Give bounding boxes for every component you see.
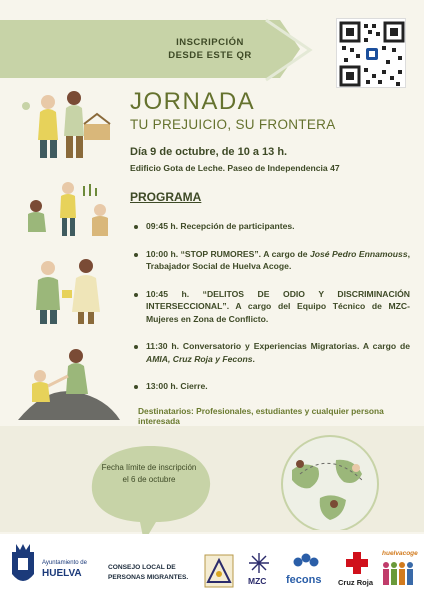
bullet-icon: [134, 293, 138, 297]
item-speaker: José Pedro Ennamouss: [309, 248, 408, 259]
footer-logos: [0, 534, 424, 600]
people-talking-illustration: [18, 250, 118, 326]
fecons-label: fecons: [286, 574, 322, 586]
item-text: 11:30 h. Conversatorio y Experiencias Migratorias. A cargo de: [146, 341, 410, 351]
qr-instruction: [150, 36, 270, 62]
bullet-icon: [134, 225, 138, 229]
item-text: 09:45 h. Recepción de participantes.: [146, 221, 295, 231]
item-speaker: AMIA, Cruz Roja y Fecons: [146, 353, 253, 364]
programa-item: [134, 380, 410, 393]
huelva-coat-of-arms-icon: [8, 542, 38, 588]
bullet-icon: [134, 253, 138, 257]
programa-heading: PROGRAMA: [130, 190, 202, 204]
consejo-line-1: CONSEJO LOCAL DE: [108, 564, 176, 571]
red-cross-icon: [342, 550, 372, 576]
item-text: 10:45 h. “DELITOS DE ODIO Y DISCRIMINACIÓN INTERSECCIONAL”. A cargo del Equipo Técnico de MZC-Mujeres en Zona de Conflicto.: [146, 288, 410, 324]
huelva-acoge-label: huelvacoge: [382, 550, 418, 557]
programa-item: [134, 288, 410, 326]
consejo-line-2: PERSONAS MIGRANTES.: [108, 574, 189, 581]
cruz-roja-label: Cruz Roja: [338, 578, 374, 587]
header-area: [0, 0, 424, 94]
mzc-label: MZC: [248, 576, 267, 586]
fecons-dots-icon: [292, 552, 320, 572]
people-sorting-illustration: [18, 176, 113, 244]
bullet-icon: [134, 385, 138, 389]
huelva-acoge-people-icon: [382, 560, 414, 588]
speech-bubble-icon: [86, 442, 216, 546]
programa-list: [134, 220, 410, 408]
qr-line-1: INSCRIPCIÓN: [176, 37, 244, 48]
people-helping-illustration: [16, 336, 120, 420]
programa-item: [134, 340, 410, 365]
item-text: 13:00 h. Cierre.: [146, 381, 208, 391]
ayto-label: Ayuntamiento de: [42, 560, 87, 566]
destinatarios: Destinatarios: Profesionales, estudiantes y cualquier persona interesada: [138, 406, 384, 426]
bullet-icon: [134, 345, 138, 349]
event-title: JORNADA: [130, 88, 256, 115]
people-working-illustration: [14, 84, 114, 164]
programa-item: [134, 248, 410, 273]
mzc-star-icon: [246, 552, 272, 574]
event-date: Día 9 de octubre, de 10 a 13 h.: [130, 146, 288, 158]
deadline-text: Fecha límite de inscripción el 6 de octubre: [101, 463, 197, 484]
item-text-end: .: [252, 353, 255, 364]
item-text: 10:00 h. “STOP RUMORES”. A cargo de: [146, 248, 310, 259]
event-place: Edificio Gota de Leche. Paseo de Independencia 47: [130, 163, 340, 173]
qr-code-icon: [337, 19, 407, 89]
programa-item: [134, 220, 410, 233]
ayto-city: HUELVA: [42, 568, 82, 579]
item-text-end: , Trabajador Social de Huelva Acoge.: [146, 248, 410, 271]
amia-logo-icon: [204, 554, 234, 588]
globe-illustration: [270, 430, 390, 530]
qr-line-2: DESDE ESTE QR: [168, 50, 252, 61]
event-subtitle: TU PREJUICIO, SU FRONTERA: [130, 117, 336, 132]
qr-code[interactable]: [336, 18, 406, 88]
